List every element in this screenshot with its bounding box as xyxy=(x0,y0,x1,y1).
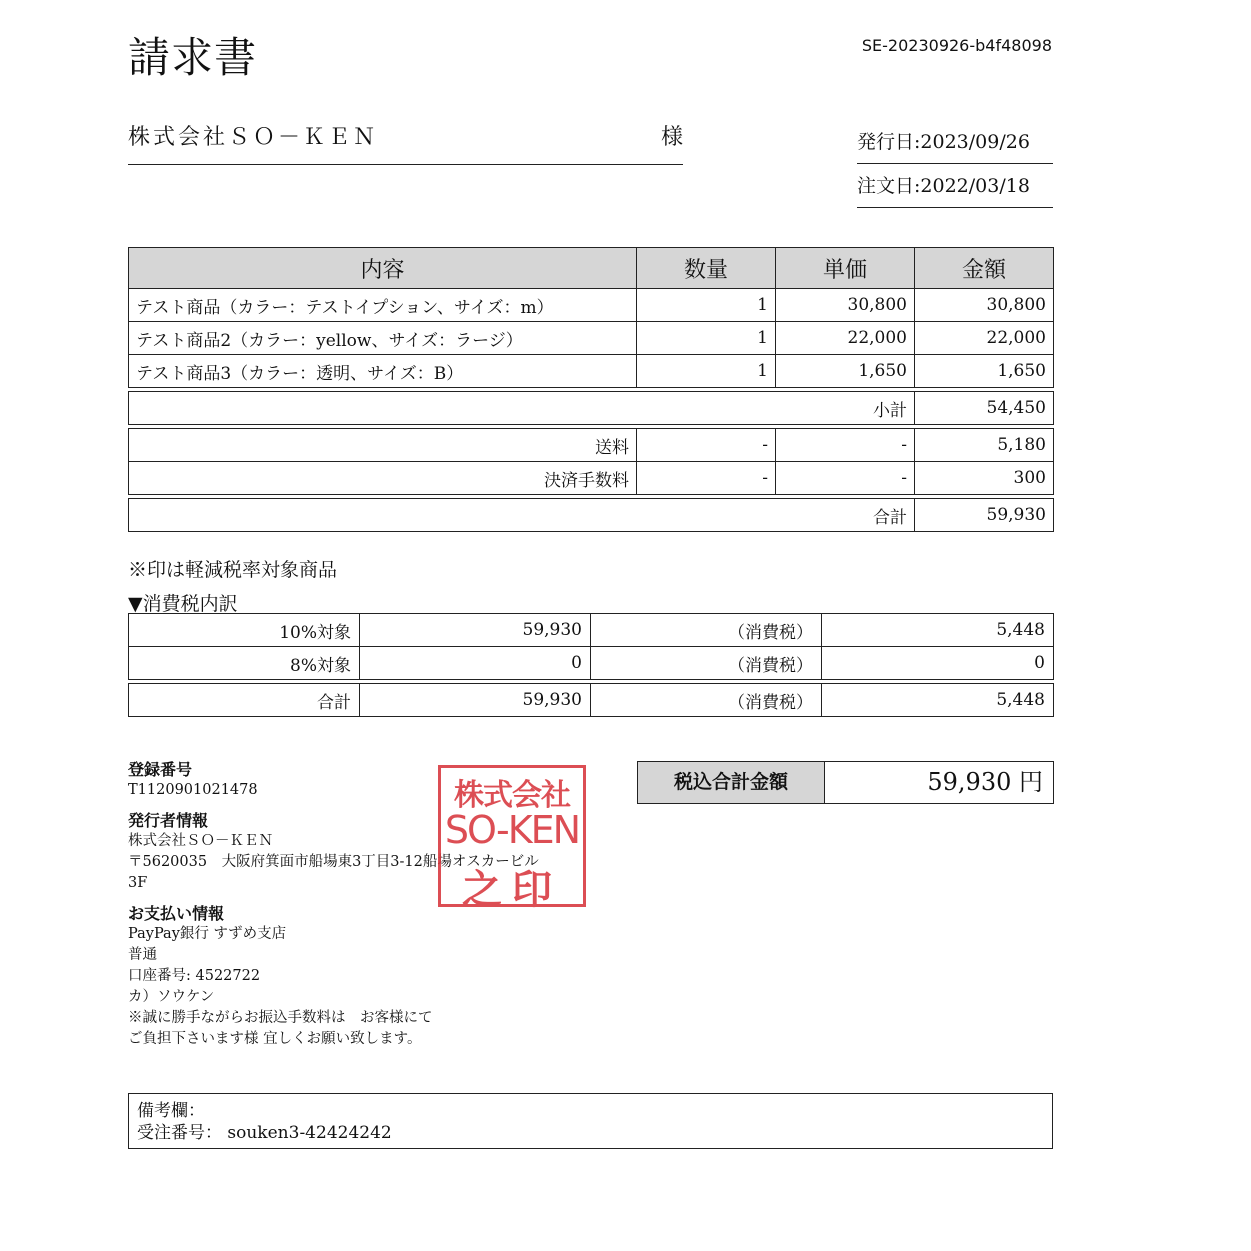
item-amount: 22,000 xyxy=(915,322,1054,355)
header-quantity: 数量 xyxy=(637,248,776,289)
total-row xyxy=(129,499,1054,532)
item-description: テスト商品2（カラー：yellow、サイズ：ラージ） xyxy=(129,322,637,355)
shipping-quantity: - xyxy=(637,429,776,462)
tax-amount: 5,448 xyxy=(822,614,1054,647)
item-amount: 30,800 xyxy=(915,289,1054,322)
total-label: 合計 xyxy=(129,499,915,532)
remarks-order-number: 受注番号： souken3-42424242 xyxy=(137,1123,392,1143)
subtotal-row xyxy=(129,392,1054,425)
table-row xyxy=(129,647,1054,680)
grand-total-label: 税込合計金額 xyxy=(638,762,825,803)
fee-value: 300 xyxy=(915,462,1054,495)
tax-amount: 0 xyxy=(822,647,1054,680)
remarks-label: 備考欄： xyxy=(137,1101,205,1121)
customer-honorific: 様 xyxy=(660,125,683,150)
table-row xyxy=(129,355,1054,388)
issue-date: 発行日:2023/09/26 xyxy=(857,121,1053,164)
item-quantity: 1 xyxy=(637,289,776,322)
payment-heading: お支払い情報 xyxy=(128,904,225,923)
customer-name: 株式会社ＳＯ－ＫＥＮ xyxy=(128,125,379,150)
item-unit-price: 22,000 xyxy=(776,322,915,355)
shipping-value: 5,180 xyxy=(915,429,1054,462)
tax-total-label: 合計 xyxy=(129,684,360,717)
header-description: 内容 xyxy=(129,248,637,289)
issuer-address: 〒5620035 大阪府箕面市船場東3丁目3-12船場オスカービル xyxy=(128,854,539,870)
subtotal-label: 小計 xyxy=(129,392,915,425)
tax-rate-label: 8%対象 xyxy=(129,647,360,680)
remarks-box xyxy=(128,1093,1053,1149)
fee-quantity: - xyxy=(637,462,776,495)
item-description: テスト商品（カラー：テストイプション、サイズ：m） xyxy=(129,289,637,322)
header-amount: 金額 xyxy=(915,248,1054,289)
tax-rate-label: 10%対象 xyxy=(129,614,360,647)
tax-label: （消費税） xyxy=(591,647,822,680)
issuer-heading: 発行者情報 xyxy=(128,811,209,830)
items-header-row xyxy=(129,248,1054,289)
payment-note: ※誠に勝手ながらお振込手数料は お客様にて xyxy=(128,1010,433,1026)
tax-target-amount: 59,930 xyxy=(360,614,591,647)
seal-line-mark: 之印 xyxy=(462,867,562,913)
fee-label: 決済手数料 xyxy=(129,462,637,495)
payment-account-holder: カ）ソウケン xyxy=(128,989,215,1005)
item-unit-price: 30,800 xyxy=(776,289,915,322)
seal-line-name: SO-KEN xyxy=(444,808,580,852)
table-row xyxy=(129,322,1054,355)
issuer-name: 株式会社ＳＯ－ＫＥＮ xyxy=(128,833,273,849)
item-unit-price: 1,650 xyxy=(776,355,915,388)
reduced-rate-note: ※印は軽減税率対象商品 xyxy=(128,559,338,581)
issuer-address-floor: 3F xyxy=(128,875,148,891)
grand-total-value: 59,930 円 xyxy=(927,768,1043,796)
item-quantity: 1 xyxy=(637,322,776,355)
customer-block xyxy=(128,116,683,165)
shipping-row xyxy=(129,429,1054,462)
tax-label: （消費税） xyxy=(591,614,822,647)
order-date: 注文日:2022/03/18 xyxy=(857,165,1053,208)
item-amount: 1,650 xyxy=(915,355,1054,388)
items-table xyxy=(128,247,1054,532)
tax-total-tax: 5,448 xyxy=(822,684,1054,717)
registration-number: T1120901021478 xyxy=(128,782,258,798)
grand-total-box xyxy=(637,761,1054,804)
payment-note-cont: ご負担下さいます様 宜しくお願い致します。 xyxy=(128,1031,422,1047)
total-value: 59,930 xyxy=(915,499,1054,532)
seal-line-company: 株式会社 xyxy=(454,778,570,813)
fee-unit-price: - xyxy=(776,462,915,495)
tax-breakdown-title: ▼消費税内訳 xyxy=(128,593,238,615)
table-row xyxy=(129,614,1054,647)
header-unit-price: 単価 xyxy=(776,248,915,289)
tax-total-row xyxy=(129,684,1054,717)
fee-row xyxy=(129,462,1054,495)
tax-total-amount: 59,930 xyxy=(360,684,591,717)
item-quantity: 1 xyxy=(637,355,776,388)
payment-bank: PayPay銀行 すずめ支店 xyxy=(128,926,287,942)
subtotal-value: 54,450 xyxy=(915,392,1054,425)
company-seal-stamp xyxy=(438,765,586,913)
payment-account-number: 口座番号: 4522722 xyxy=(128,968,261,984)
document-title: 請求書 xyxy=(128,33,258,82)
shipping-unit-price: - xyxy=(776,429,915,462)
tax-table xyxy=(128,613,1054,717)
shipping-label: 送料 xyxy=(129,429,637,462)
tax-target-amount: 0 xyxy=(360,647,591,680)
table-row xyxy=(129,289,1054,322)
registration-heading: 登録番号 xyxy=(128,760,193,779)
tax-total-tax-label: （消費税） xyxy=(591,684,822,717)
payment-account-type: 普通 xyxy=(128,947,157,963)
document-id: SE-20230926-b4f48098 xyxy=(861,36,1052,55)
item-description: テスト商品3（カラー：透明、サイズ：B） xyxy=(129,355,637,388)
